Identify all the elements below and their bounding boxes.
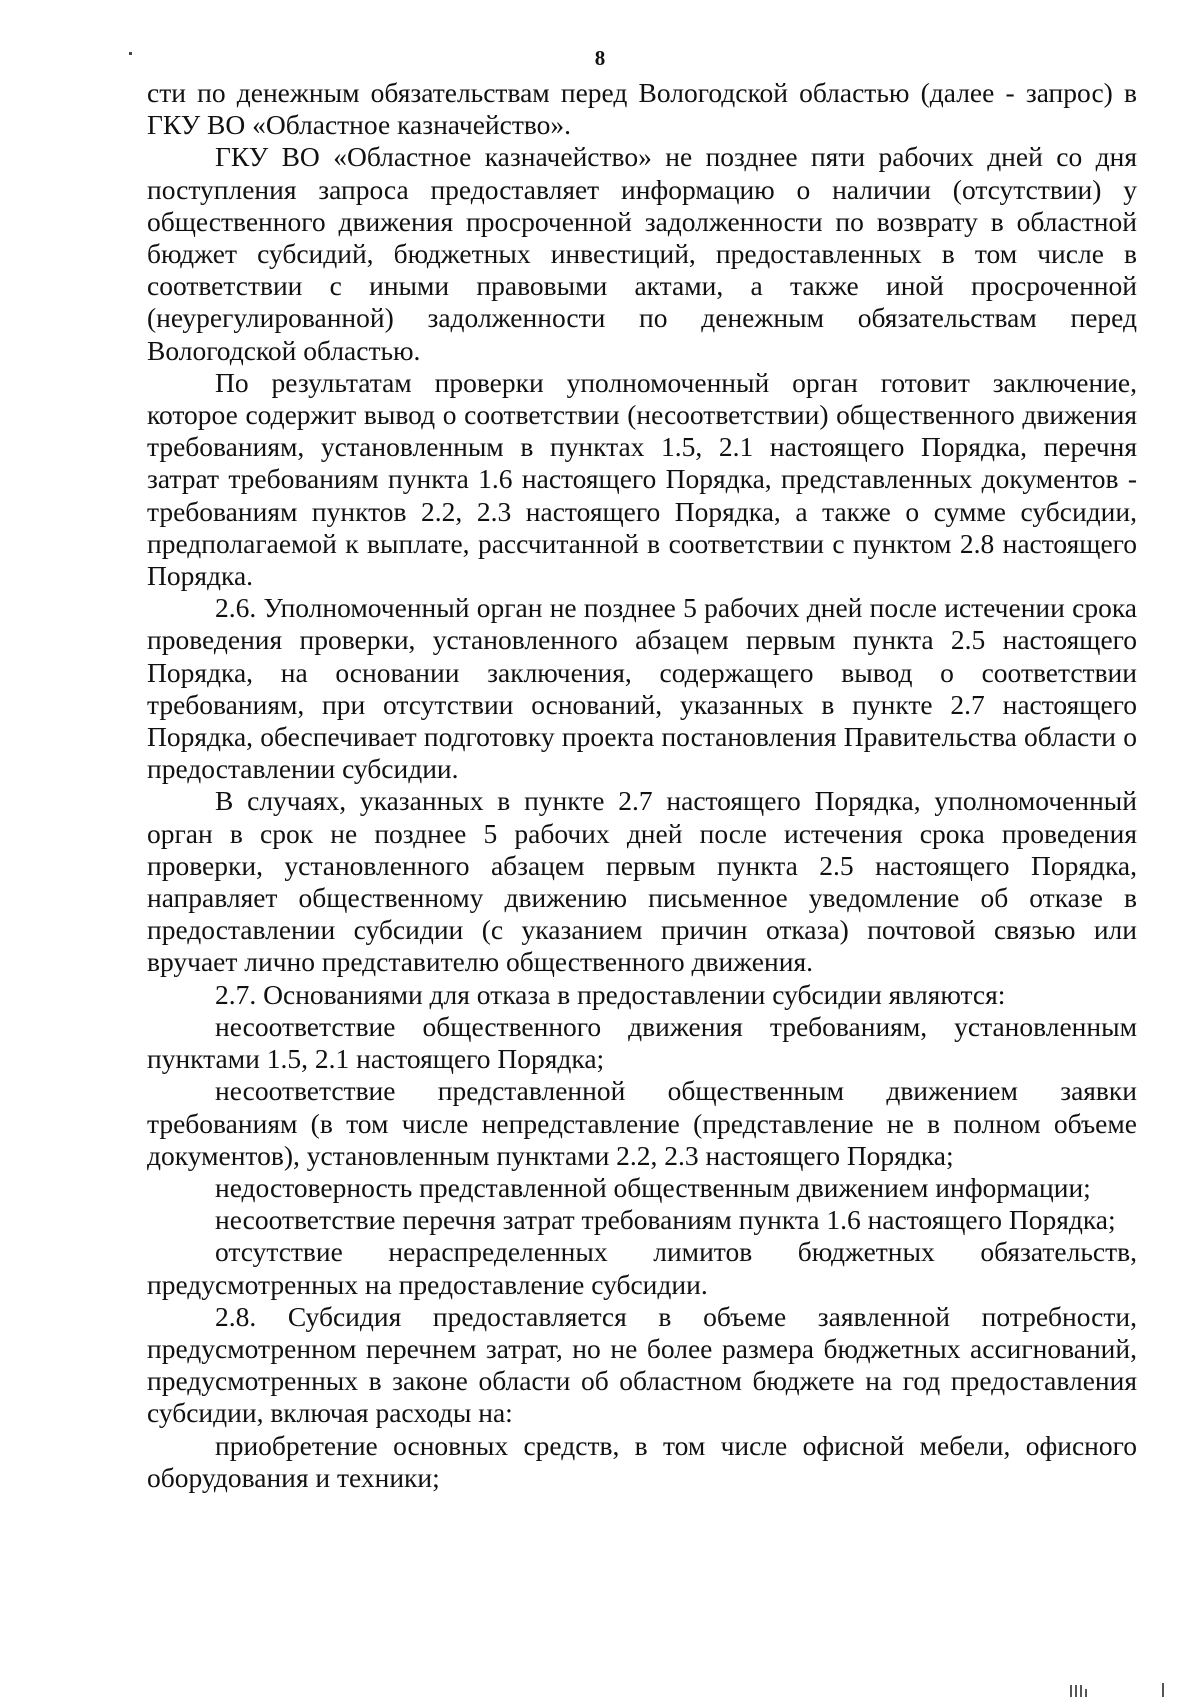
document-body	[147, 77, 1137, 1494]
paragraph: По результатам проверки уполномоченный орган готовит заключение, которое содержит вывод о соответствии (несоответствии) общественного движения требованиям, установленным в пунктах 1.5, 2.1 настоящего Порядка, перечня затрат требованиям пункта 1.6 настоящего Порядка, представленных документов - требованиям пунктов 2.2, 2.3 настоящего Порядка, а также о сумме субсидии, предполагаемой к выплате, рассчитанной в соответствии с пунктом 2.8 настоящего Порядка.	[147, 366, 1137, 592]
paragraph: несоответствие общественного движения требованиям, установленным пунктами 1.5, 2.1 настоящего Порядка;	[147, 1010, 1137, 1075]
paragraph: отсутствие нераспределенных лимитов бюджетных обязательств, предусмотренных на предоставление субсидии.	[147, 1236, 1137, 1300]
paragraph: сти по денежным обязательствам перед Вологодской областью (далее - запрос) в ГКУ ВО «Областное казначейство».	[147, 77, 1137, 141]
paragraph: ГКУ ВО «Областное казначейство» не позднее пяти рабочих дней со дня поступления запроса предоставляет информацию о наличии (отсутствии) у общественного движения просроченной задолженности по возврату в областной бюджет субсидий, бюджетных инвестиций, предоставленных в том числе в соответствии с иными правовыми актами, а также иной просроченной (неурегулированной) задолженности по денежным обязательствам перед Вологодской областью.	[147, 141, 1137, 366]
paragraph: 2.6. Уполномоченный орган не позднее 5 рабочих дней после истечении срока проведения проверки, установленного абзацем первым пункта 2.5 настоящего Порядка, на основании заключения, содержащего вывод о соответствии требованиям, при отсутствии оснований, указанных в пункте 2.7 настоящего Порядка, обеспечивает подготовку проекта постановления Правительства области о предоставлении субсидии.	[147, 592, 1137, 785]
paragraph: несоответствие перечня затрат требованиям пункта 1.6 настоящего Порядка;	[215, 1204, 1116, 1236]
paragraph: 2.8. Субсидия предоставляется в объеме заявленной потребности, предусмотренном перечнем затрат, но не более размера бюджетных ассигнований, предусмотренных в законе области об областном бюджете на год предоставления субсидии, включая расходы на:	[147, 1300, 1137, 1429]
paragraph: приобретение основных средств, в том числе офисной мебели, офисного оборудования и техники;	[147, 1429, 1137, 1493]
scan-marks	[1070, 1675, 1170, 1697]
paragraph: недостоверность представленной общественным движением информации;	[215, 1171, 1091, 1203]
paragraph: В случаях, указанных в пункте 2.7 настоящего Порядка, уполномоченный орган в срок не позднее 5 рабочих дней после истечения срока проведения проверки, установленного абзацем первым пункта 2.5 настоящего Порядка, направляет общественному движению письменное уведомление об отказе в предоставлении субсидии (с указанием причин отказа) почтовой связью или вручает лично представителю общественного движения.	[147, 785, 1137, 978]
page-number: 8	[594, 46, 606, 70]
paragraph: несоответствие представленной общественным движением заявки требованиям (в том числе непредставление (представление не в полном объеме документов), установленным пунктами 2.2, 2.3 настоящего Порядка;	[147, 1075, 1137, 1171]
paragraph: 2.7. Основаниями для отказа в предоставлении субсидии являются:	[215, 978, 1006, 1010]
